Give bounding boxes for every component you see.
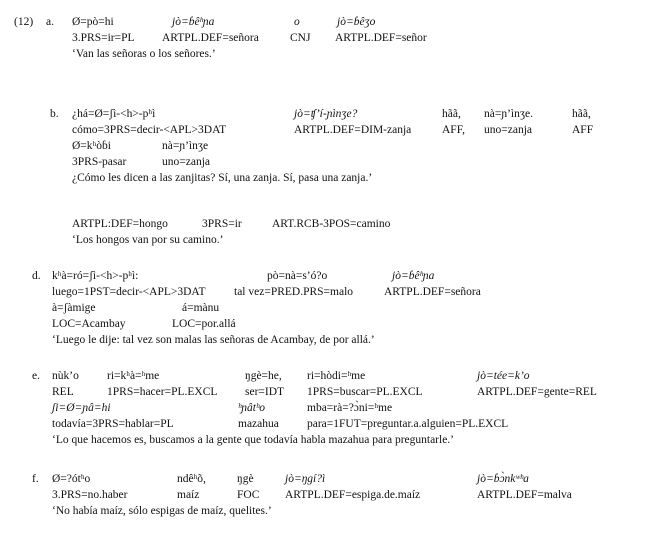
morph-e-3-1: ʃi=Ø=ɲâ=hi — [52, 402, 111, 414]
example-number-text: (12) — [14, 16, 34, 28]
gloss-c-1-1: ARTPL:DEF=hongo — [72, 218, 168, 230]
gloss-d-4-1: LOC=Acambay — [52, 318, 126, 330]
morph-d-1-1: kʰà=ró=ʃì-<h>-pʰì: — [52, 270, 139, 282]
gloss-b-4-1: 3PRS-pasar — [72, 156, 127, 168]
morph-e-3-2: ʰɲâtʰo — [238, 402, 265, 414]
gloss-d-4-2: LOC=por.allá — [172, 318, 236, 330]
morph-b-1-4: nà=ɲ’ìnʒe. — [484, 108, 533, 120]
gloss-f-2-5: ARTPL.DEF=malva — [477, 489, 572, 501]
gloss-d-2-2: tal vez=PRED.PRS=malo — [234, 286, 354, 298]
morph-d-1-3: jò=ɓêʰɲa — [392, 270, 435, 282]
translation-c-text: ‘Los hongos van por su camino.’ — [72, 234, 224, 246]
gloss-f-2-4: ARTPL.DEF=espiga.de.maíz — [285, 489, 421, 501]
gloss-e-4-2: mazahua — [238, 418, 279, 430]
translation-d-text: ‘Luego le dije: tal vez son malas las señoras de Acambay, de por allá.’ — [52, 334, 375, 346]
gloss-e-4-1: todavía=3PRS=hablar=PL — [52, 418, 174, 430]
gloss-c-1-2: 3PRS=ir — [202, 218, 242, 230]
item-label-d: d. — [32, 270, 41, 282]
morph-d-1-2: pò=nà=s’ó?o — [267, 270, 328, 282]
morph-f-1-3: ŋgè — [237, 473, 254, 485]
morph-f-1-2: ndêʰõ, — [177, 473, 206, 485]
gloss-e-2-5: ARTPL.DEF=gente=REL — [477, 386, 597, 398]
morph-b-3-1: Ø=kʰòɓi — [72, 140, 111, 152]
gloss-e-2-3: ser=IDT — [245, 386, 285, 398]
gloss-a-2-2: ARTPL.DEF=señora — [162, 32, 259, 44]
morph-a-1-3: o — [294, 16, 300, 28]
gloss-e-4-3: para=1FUT=preguntar.a.alguien=PL.EXCL — [307, 418, 509, 430]
gloss-b-2-5: AFF — [572, 124, 594, 136]
morph-a-1-4: jò=ɓêʒo — [337, 16, 376, 28]
translation-b-text: ¿Cómo les dicen a las zanjitas? Sí, una zanja. Sí, pasa una zanja.’ — [72, 172, 373, 184]
morph-e-1-5: jò=tée=k’o — [477, 370, 530, 382]
gloss-d-2-1: luego=1PST=decir-<APL>3DAT — [52, 286, 206, 298]
morph-f-1-5: jò=ɓɔ̀nkʷʰa — [477, 473, 529, 485]
morph-b-1-2: jò=ʧ’í-ɲìnʒe? — [294, 108, 358, 120]
morph-a-1-2: jò=ɓêʰɲa — [172, 16, 215, 28]
translation-e-text: ‘Lo que hacemos es, buscamos a la gente que todavía habla mazahua para preguntarle.’ — [52, 434, 455, 446]
morph-e-1-1: nùk’o — [52, 370, 79, 382]
morph-e-1-3: ŋgè=he, — [245, 370, 282, 382]
translation-f-text: ‘No había maíz, sólo espigas de maíz, quelites.’ — [52, 505, 272, 517]
gloss-e-2-2: 1PRS=hacer=PL.EXCL — [107, 386, 218, 398]
morph-f-1-1: Ø=?ótʰo — [52, 473, 91, 485]
morph-b-1-5: hãã, — [572, 108, 591, 120]
translation-a-text: ‘Van las señoras o los señores.’ — [72, 48, 216, 60]
item-label-b: b. — [50, 108, 59, 120]
gloss-d-2-3: ARTPL.DEF=señora — [384, 286, 481, 298]
gloss-b-4-2: uno=zanja — [162, 156, 210, 168]
morph-b-1-3: hãã, — [442, 108, 461, 120]
gloss-c-1-3: ART.RCB-3POS=camino — [272, 218, 391, 230]
morph-e-1-4: ri=hòdi=ʰme — [307, 370, 366, 382]
gloss-b-2-2: ARTPL.DEF=DIM-zanja — [294, 124, 412, 136]
gloss-b-2-4: uno=zanja — [484, 124, 532, 136]
item-label-e: e. — [32, 370, 40, 382]
morph-f-1-4: jò=ŋgí?ì — [285, 473, 326, 485]
gloss-f-2-3: FOC — [237, 489, 260, 501]
morph-d-3-1: à=ʃàmige — [52, 302, 96, 314]
morph-e-1-2: ri=kʰà=ʰme — [107, 370, 160, 382]
morph-d-3-2: á=mànu — [182, 302, 220, 314]
gloss-e-2-1: REL — [52, 386, 74, 398]
gloss-b-2-3: AFF, — [442, 124, 466, 136]
gloss-a-2-3: CNJ — [290, 32, 311, 44]
gloss-a-2-4: ARTPL.DEF=señor — [335, 32, 427, 44]
item-label-a: a. — [46, 16, 54, 28]
item-label-f: f. — [32, 473, 39, 485]
morph-e-3-3: mba=rà=?ɔ̀ni=ʰme — [307, 402, 393, 414]
gloss-f-2-2: maíz — [177, 489, 200, 501]
morph-b-3-2: nà=ɲ’ìnʒe — [162, 140, 209, 152]
gloss-b-2-1: cómo=3PRS=decir-<APL>3DAT — [72, 124, 227, 136]
gloss-e-2-4: 1PRS=buscar=PL.EXCL — [307, 386, 423, 398]
gloss-a-2-1: 3.PRS=ir=PL — [72, 32, 135, 44]
gloss-f-2-1: 3.PRS=no.haber — [52, 489, 128, 501]
morph-a-1-1: Ø=pò=hi — [72, 16, 114, 28]
morph-b-1-1: ¿há=Ø=ʃì-<h>-pʰì — [72, 108, 156, 120]
